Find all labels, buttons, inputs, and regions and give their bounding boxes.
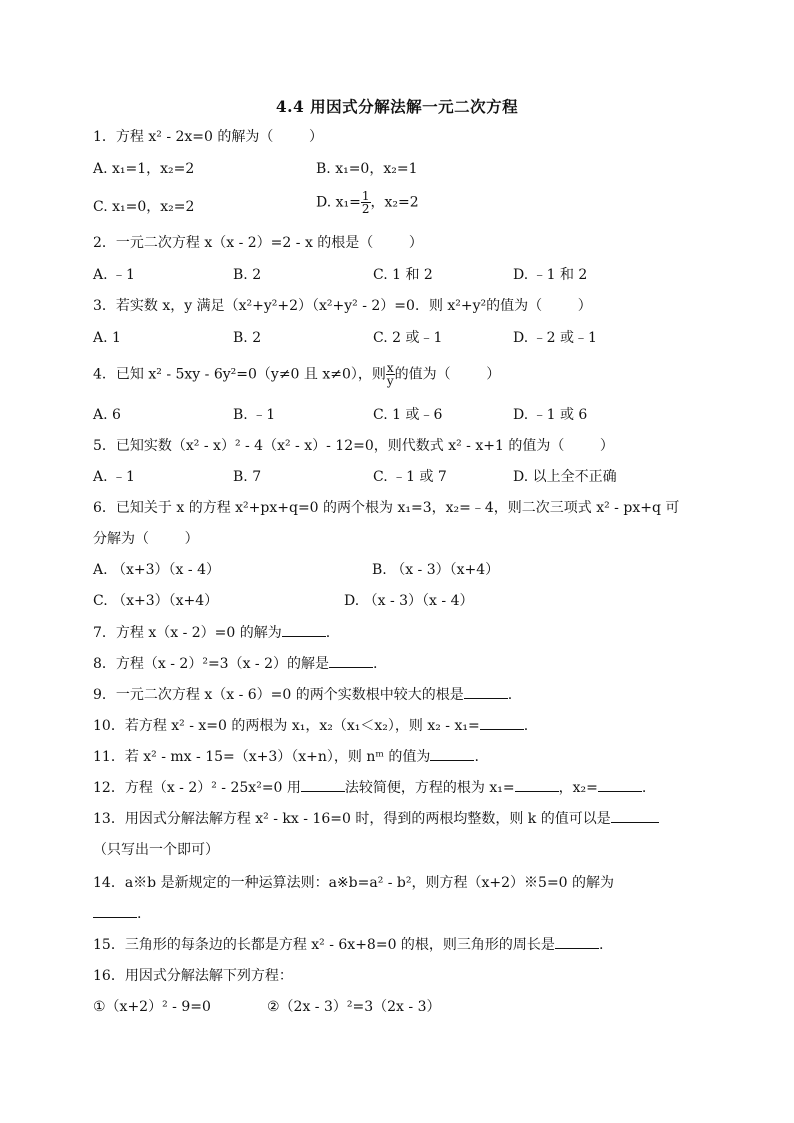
question-7-end: .: [325, 625, 331, 641]
question-4-option-a: A. 6: [93, 407, 121, 423]
answer-blank: [93, 905, 137, 918]
fraction-denominator: y: [386, 374, 394, 388]
question-16-part-2: ②（2x - 3）²=3（2x - 3）: [267, 999, 441, 1015]
question-15-text: 15．三角形的每条边的长都是方程 x² - 6x+8=0 的根，则三角形的周长是: [93, 937, 555, 953]
question-16-part-1: ①（x+2）² - 9=0: [93, 999, 211, 1015]
question-1-stem: 1．方程 x² - 2x=0 的解为（ ）: [93, 129, 323, 145]
answer-blank: [515, 779, 559, 792]
question-1-option-d-prefix: D. x₁=: [316, 194, 361, 211]
question-14-end: .: [137, 906, 142, 922]
question-6-option-d: D. （x - 3）（x - 4）: [344, 593, 474, 609]
question-2-stem: 2．一元二次方程 x（x - 2）=2 - x 的根是（ ）: [93, 235, 423, 251]
answer-blank: [464, 686, 508, 699]
question-4-option-b: B. ﹣1: [233, 407, 276, 423]
question-7-text: 7．方程 x（x - 2）=0 的解为: [93, 625, 282, 641]
question-12-text-2: 法较简便，方程的根为 x₁=: [344, 780, 515, 796]
question-4-option-c: C. 1 或﹣6: [373, 407, 443, 423]
question-6-stem-line2: 分解为（ ）: [93, 531, 199, 547]
question-1-option-c: C. x₁=0，x₂=2: [93, 199, 195, 215]
question-1-option-a: A. x₁=1，x₂=2: [93, 161, 195, 177]
answer-blank: [430, 748, 474, 761]
question-8: [93, 654, 377, 674]
question-10-end: .: [523, 718, 529, 734]
question-12-end: .: [641, 780, 647, 796]
question-4-stem-suffix: 的值为（ ）: [394, 366, 501, 383]
question-8-end: .: [373, 656, 378, 672]
question-13: [93, 809, 659, 829]
question-7: [93, 623, 330, 643]
question-6-stem-line1: 6．已知关于 x 的方程 x²+px+q=0 的两个根为 x₁=3，x₂=﹣4，则二次三项式 x² - px+q 可: [93, 500, 680, 516]
question-9-end: .: [507, 687, 513, 703]
answer-blank: [301, 779, 345, 792]
fraction-denominator: 2: [361, 202, 370, 216]
question-10-text: 10．若方程 x² - x=0 的两根为 x₁，x₂（x₁＜x₂），则 x₂ - x₁=: [93, 718, 480, 734]
answer-blank: [282, 624, 326, 637]
question-4-stem: [93, 362, 500, 387]
question-11: [93, 747, 479, 767]
question-13-line2: （只写出一个即可）: [93, 842, 219, 858]
question-6-option-b: B. （x - 3）（x+4）: [372, 562, 500, 578]
answer-blank: [598, 779, 642, 792]
fraction-numerator: x: [386, 361, 394, 375]
question-13-text: 13．用因式分解法解方程 x² - kx - 16=0 时，得到的两根均整数，则 k 的值可以是: [93, 811, 611, 827]
fraction-x-over-y: [386, 362, 395, 387]
question-2-option-a: A. ﹣1: [93, 267, 135, 283]
question-14-line2: [93, 904, 141, 924]
question-11-end: .: [474, 749, 479, 765]
answer-blank: [480, 717, 524, 730]
question-8-text: 8．方程（x - 2）²=3（x - 2）的解是: [93, 656, 330, 672]
question-5-option-a: A. ﹣1: [93, 469, 135, 485]
question-15-end: .: [598, 937, 604, 953]
question-10: [93, 716, 528, 736]
question-2-option-c: C. 1 和 2: [373, 267, 433, 283]
fraction-one-half: [361, 190, 371, 215]
question-12-text-1: 12．方程（x - 2）² - 25x²=0 用: [93, 780, 301, 796]
question-3-option-b: B. 2: [233, 330, 262, 346]
answer-blank: [555, 936, 599, 949]
question-5-option-d: D. 以上全不正确: [513, 469, 617, 485]
question-2-option-d: D. ﹣1 和 2: [513, 267, 588, 283]
question-4-stem-prefix: 4．已知 x² - 5xy - 6y²=0（y≠0 且 x≠0），则: [93, 366, 386, 383]
question-3-option-a: A. 1: [93, 330, 121, 346]
question-2-option-b: B. 2: [233, 267, 262, 283]
question-5-stem: 5．已知实数（x² - x）² - 4（x² - x）- 12=0，则代数式 x² - x+1 的值为（ ）: [93, 438, 614, 454]
question-12: [93, 778, 646, 798]
question-1-option-d-suffix: ，x₂=2: [370, 194, 419, 211]
answer-blank: [611, 810, 659, 823]
question-6-option-c: C. （x+3）（x+4）: [93, 593, 219, 609]
question-5-option-c: C. ﹣1 或 7: [373, 469, 447, 485]
question-5-option-b: B. 7: [233, 469, 262, 485]
question-16-stem: 16．用因式分解法解下列方程：: [93, 968, 293, 984]
question-9: [93, 685, 512, 705]
question-1-option-b: B. x₁=0，x₂=1: [316, 161, 418, 177]
question-6-option-a: A. （x+3）（x - 4）: [93, 562, 220, 578]
question-1-option-d: [316, 190, 419, 215]
question-3-option-d: D. ﹣2 或﹣1: [513, 330, 597, 346]
question-14: 14．a※b 是新规定的一种运算法则：a※b=a² - b²，则方程（x+2）※5=0 的解为: [93, 875, 615, 891]
question-9-text: 9．一元二次方程 x（x - 6）=0 的两个实数根中较大的根是: [93, 687, 464, 703]
question-15: [93, 935, 603, 955]
question-4-option-d: D. ﹣1 或 6: [513, 407, 588, 423]
fraction-numerator: 1: [361, 189, 370, 203]
question-11-text: 11．若 x² - mx - 15=（x+3）（x+n），则 nᵐ 的值为: [93, 749, 431, 765]
answer-blank: [329, 655, 373, 668]
question-3-stem: 3．若实数 x，y 满足（x²+y²+2）（x²+y² - 2）=0．则 x²+y²的值为（ ）: [93, 298, 592, 314]
question-3-option-c: C. 2 或﹣1: [373, 330, 443, 346]
worksheet-title: 4.4 用因式分解法解一元二次方程: [275, 97, 519, 116]
question-12-text-3: ，x₂=: [558, 780, 598, 796]
